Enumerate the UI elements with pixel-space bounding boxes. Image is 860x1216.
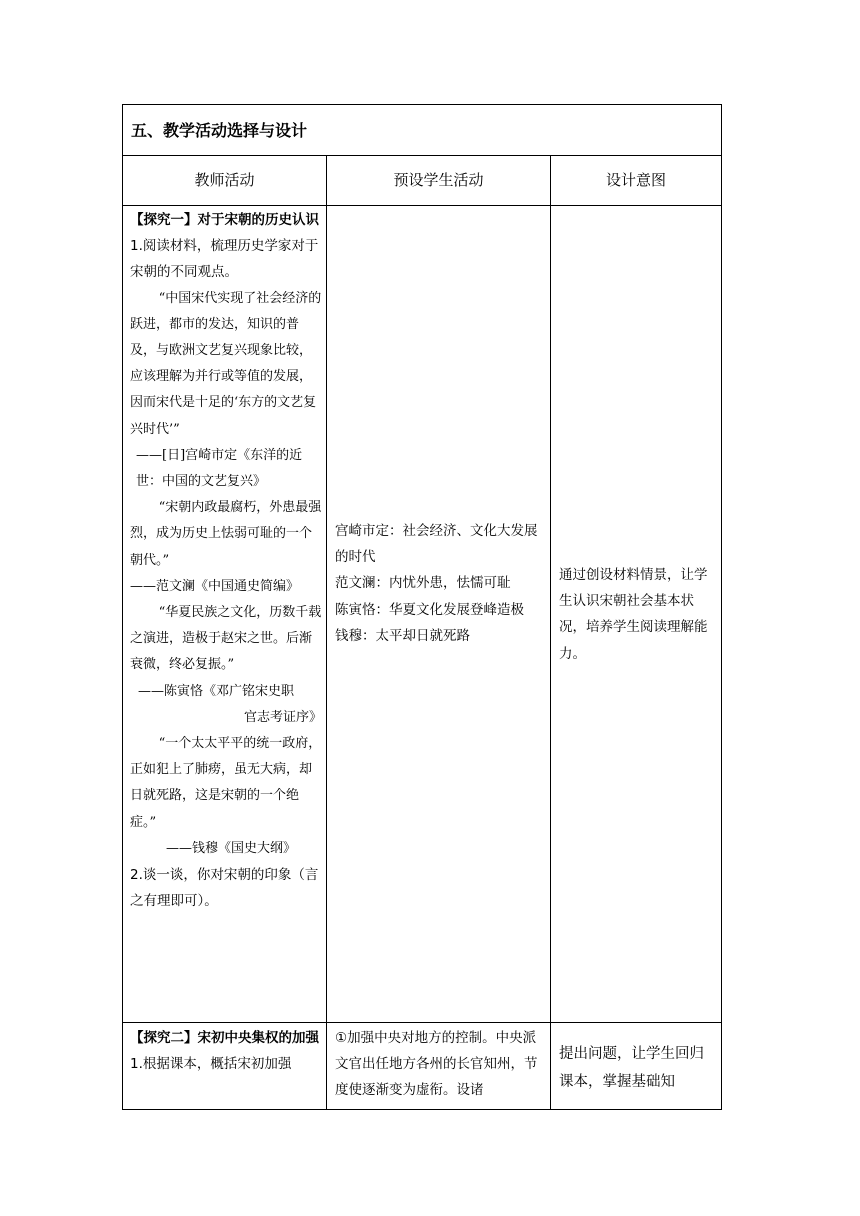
row1-student-cell xyxy=(335,518,545,649)
source-qian-mu: ——钱穆《国史大纲》 xyxy=(166,840,297,856)
row2-intent-cell xyxy=(559,1040,717,1096)
table-border-right xyxy=(721,104,722,1110)
source-chen-yinke-line2: 官志考证序》 xyxy=(243,709,322,725)
column-divider-1 xyxy=(326,155,327,1110)
row1-intent-cell xyxy=(559,562,717,667)
source-fan-wenlan: ——范文澜《中国通史简编》 xyxy=(130,578,300,594)
table-border-left xyxy=(122,104,123,1110)
row2-student-cell xyxy=(335,1025,547,1104)
student-answer-4: 钱穆：太平却日就死路 xyxy=(335,627,470,644)
design-intent-1: 通过创设材料情景，让学生认识宋朝社会基本状况，培养学生阅读理解能力。 xyxy=(559,567,708,662)
row1-bottom-border xyxy=(122,1022,722,1023)
header-student-activity: 预设学生活动 xyxy=(393,171,484,189)
student-answer-2: 范文澜：内忧外患，怯懦可耻 xyxy=(335,575,511,592)
row1-teacher-cell xyxy=(130,207,322,914)
quote-qian-mu: “一个太太平平的统一政府，正如犯上了肺痨，虽无大病，却日就死路，这是宋朝的一个绝症。” xyxy=(130,736,322,830)
student-answer-1: 宫崎市定：社会经济、文化大发展的时代 xyxy=(335,523,538,566)
header-design-intent: 设计意图 xyxy=(605,171,666,189)
source-chen-yinke-line1: ——陈寅恪《邓广铭宋史职 xyxy=(138,683,295,699)
inquiry-1-task-1: 1.阅读材料，梳理历史学家对于宋朝的不同观点。 xyxy=(130,238,319,281)
inquiry-1-task-2: 2.谈一谈，你对宋朝的印象（言之有理即可）。 xyxy=(130,867,319,910)
header-row-bottom-border xyxy=(122,205,722,206)
inquiry-2-task-1: 1.根据课本，概括宋初加强 xyxy=(130,1056,292,1073)
student-answer-row2: ①加强中央对地方的控制。中央派文官出任地方各州的长官知州，节度使逐渐变为虚衔。设诸 xyxy=(335,1030,538,1099)
source-miyazaki: ——[日]宫崎市定《东洋的近世：中国的文艺复兴》 xyxy=(136,447,303,490)
quote-miyazaki: “中国宋代实现了社会经济的跃进，都市的发达，知识的普及，与欧洲文艺复兴现象比较，应该理解为并行或等值的发展，因而宋代是十足的‘东方的文艺复兴时代’” xyxy=(130,290,322,437)
row2-teacher-cell xyxy=(130,1025,322,1077)
section-title: 五、教学活动选择与设计 xyxy=(131,121,308,140)
column-divider-2 xyxy=(550,155,551,1110)
table-border-bottom xyxy=(122,1109,722,1110)
inquiry-2-heading: 【探究二】宋初中央集权的加强 xyxy=(130,1030,319,1046)
table-border-top xyxy=(122,104,722,105)
header-teacher-activity: 教师活动 xyxy=(194,171,255,189)
quote-fan-wenlan: “宋朝内政最腐朽，外患最强烈，成为历史上怯弱可耻的一个朝代。” xyxy=(130,500,322,568)
inquiry-1-heading: 【探究一】对于宋朝的历史认识 xyxy=(130,212,319,228)
student-answer-3: 陈寅恪：华夏文化发展登峰造极 xyxy=(335,601,524,618)
quote-chen-yinke: “华夏民族之文化，历数千载之演进，造极于赵宋之世。后渐衰微，终必复振。” xyxy=(130,605,322,673)
design-intent-2: 提出问题，让学生回归课本，掌握基础知 xyxy=(559,1046,704,1091)
